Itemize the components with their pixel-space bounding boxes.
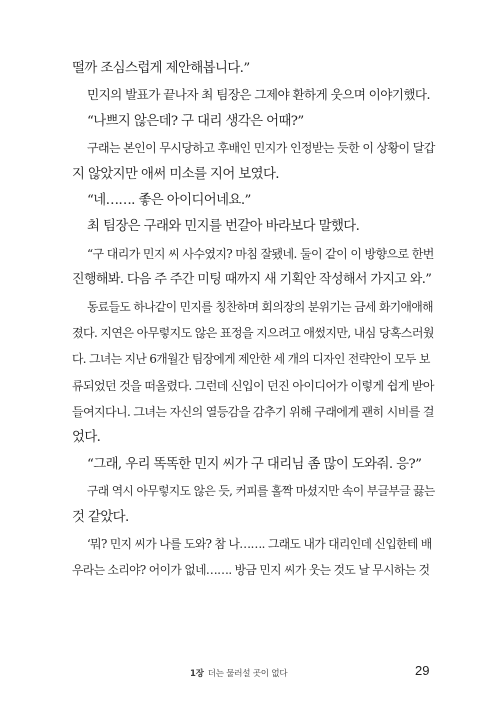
running-head	[190, 667, 287, 679]
text-line: 다. 그녀는 지난 6개월간 팀장에게 제안한 세 개의 디자인 전략안이 모두 보	[72, 352, 430, 367]
text-line: 지 않았지만 애써 미소를 지어 보였다.	[72, 166, 279, 182]
text-line: “그래, 우리 똑똑한 민지 씨가 구 대리님 좀 많이 도와줘. 응?”	[87, 456, 422, 472]
text-line: 진행해봐. 다음 주 주간 미팅 때까지 새 기획안 작성해서 가지고 와.”	[72, 272, 432, 288]
text-line: 동료들도 하나같이 민지를 칭찬하며 회의장의 분위기는 금세 화기애애해	[87, 299, 433, 314]
text-line: 것 같았다.	[72, 509, 129, 525]
text-line: 구래 역시 아무렇지도 않은 듯, 커피를 홀짝 마셨지만 속이 부글부글 끓는	[87, 484, 435, 499]
page-footer	[0, 665, 500, 685]
text-line: “구 대리가 민지 씨 사수였지? 마침 잘됐네. 둘이 같이 이 방향으로 한번	[87, 246, 434, 261]
body-text	[72, 56, 434, 584]
text-line: 류되었던 것을 떠올렸다. 그런데 신입이 던진 아이디어가 이렇게 쉽게 받아	[72, 378, 434, 393]
text-line: “네……. 좋은 아이디어네요.”	[87, 192, 251, 208]
text-line: 었다.	[72, 430, 101, 446]
text-line: 구래는 본인이 무시당하고 후배인 민지가 인정받는 듯한 이 상황이 달갑	[87, 141, 435, 156]
text-line: 떨까 조심스럽게 제안해봅니다.”	[72, 61, 250, 76]
text-line: 우라는 소리야? 어이가 없네……. 방금 민지 씨가 웃는 것도 날 무시하는 것	[72, 563, 430, 578]
text-line: 민지의 발표가 끝나자 최 팀장은 그제야 환하게 웃으며 이야기했다.	[87, 87, 430, 103]
chapter-title: 더는 물러설 곳이 없다	[207, 669, 288, 679]
chapter-number: 1장	[190, 669, 204, 679]
text-line: 들여지다니. 그녀는 자신의 열등감을 감추기 위해 구래에게 괜히 시비를 걸	[72, 405, 434, 420]
text-line: “나쁘지 않은데? 구 대리 생각은 어때?”	[87, 113, 304, 129]
text-line: 졌다. 지연은 아무렇지도 않은 표정을 지으려고 애썼지만, 내심 당혹스러웠	[72, 325, 434, 340]
text-line: ‘뭐? 민지 씨가 나를 도와? 참 나……. 그래도 내가 대리인데 신입한테 배	[87, 537, 432, 552]
text-line: 최 팀장은 구래와 민지를 번갈아 바라보다 말했다.	[87, 219, 360, 235]
page-number: 29	[415, 663, 430, 678]
